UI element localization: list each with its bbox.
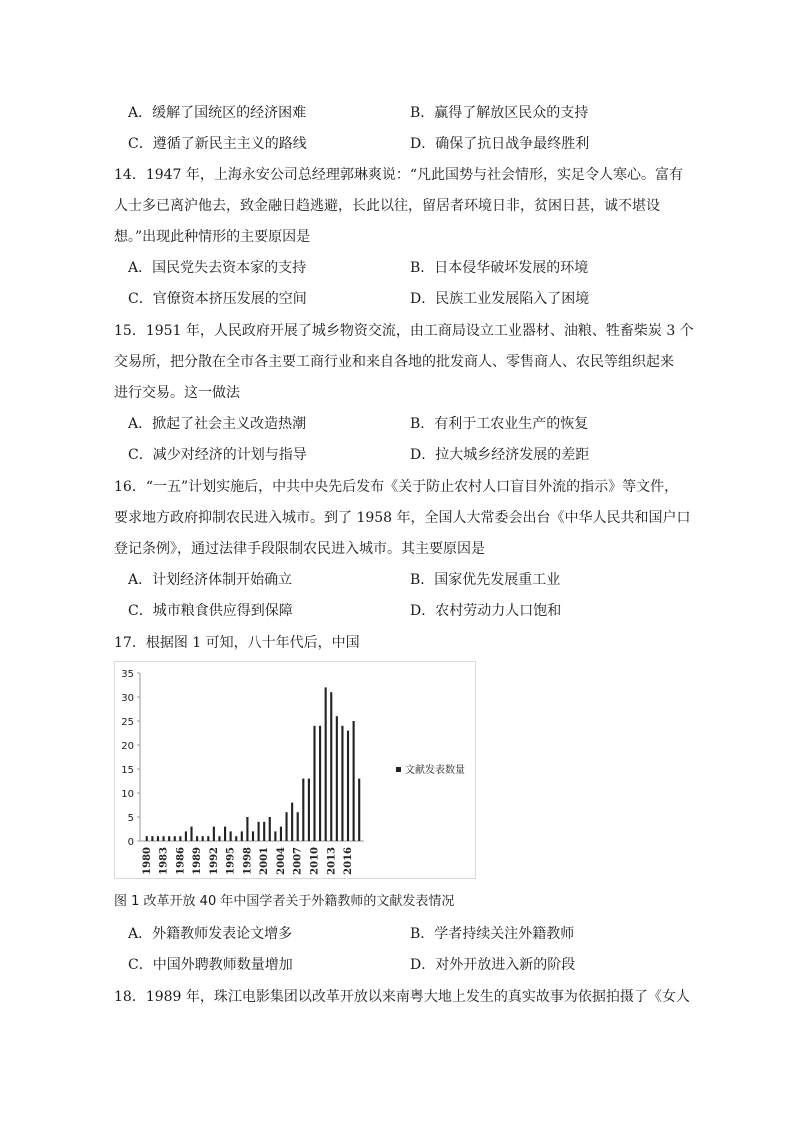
x-tick-label: 2013 [326, 847, 338, 875]
q13-option-a: A．缓解了国统区的经济困难 [128, 105, 307, 121]
y-tick-label: 20 [121, 741, 134, 752]
y-tick-label: 35 [121, 669, 134, 680]
q14-stem-line-3: 想。”出现此种情形的主要原因是 [114, 229, 311, 245]
x-tick-label: 2004 [275, 847, 287, 875]
q13-option-d: D．确保了抗日战争最终胜利 [410, 136, 590, 152]
bar [330, 692, 332, 841]
bar [246, 817, 248, 841]
bar [230, 831, 232, 841]
q17-option-d: D．对外开放进入新的阶段 [410, 957, 576, 973]
bar-chart-svg [114, 661, 476, 879]
x-tick-label: 1986 [175, 847, 187, 875]
y-tick-label: 30 [121, 693, 134, 704]
bar [358, 779, 360, 841]
q16-stem-line-3: 登记条例》，通过法律手段限制农民进入城市。其主要原因是 [114, 541, 485, 557]
bar [313, 726, 315, 841]
q15-stem-line-1: 15．1951 年，人民政府开展了城乡物资交流，由工商局设立工业器材、油粮、牲畜柴炭 3 个 [114, 323, 694, 339]
y-tick-label: 10 [121, 789, 134, 800]
q16-option-d: D．农村劳动力人口饱和 [410, 603, 562, 619]
x-tick-label: 1989 [192, 847, 204, 875]
bar [202, 836, 204, 841]
bar [341, 726, 343, 841]
bar [174, 836, 176, 841]
x-tick-label: 1992 [208, 847, 220, 875]
bar [190, 827, 192, 841]
y-tick-label: 5 [127, 813, 134, 824]
q16-option-b: B．国家优先发展重工业 [410, 572, 561, 588]
q14-option-d: D．民族工业发展陷入了困境 [410, 291, 590, 307]
bar [302, 779, 304, 841]
q16-stem-line-1: 16．“一五”计划实施后，中共中央先后发布《关于防止农村人口盲目外流的指示》等文件， [114, 479, 679, 495]
q16-option-c: C．城市粮食供应得到保障 [128, 603, 293, 619]
bar [319, 726, 321, 841]
y-tick-label: 25 [121, 717, 134, 728]
q13-option-b: B．赢得了解放区民众的支持 [410, 105, 589, 121]
bar [258, 822, 260, 841]
q17-option-b: B．学者持续关注外籍教师 [410, 926, 575, 942]
q15-option-c: C．减少对经济的计划与指导 [128, 447, 307, 463]
bar [297, 812, 299, 841]
q15-option-b: B．有利于工农业生产的恢复 [410, 416, 589, 432]
bar [213, 827, 215, 841]
bar [291, 803, 293, 841]
q17-stem: 17．根据图 1 可知，八十年代后，中国 [114, 635, 360, 651]
bar [151, 836, 153, 841]
bar [224, 827, 226, 841]
q13-option-c: C．遵循了新民主主义的路线 [128, 136, 307, 152]
q17-option-a: A．外籍教师发表论文增多 [128, 926, 293, 942]
bar [252, 831, 254, 841]
bar [280, 827, 282, 841]
figure-1-caption: 图 1 改革开放 40 年中国学者关于外籍教师的文献发表情况 [114, 894, 455, 909]
bar [157, 836, 159, 841]
bar [347, 731, 349, 841]
q16-stem-line-2: 要求地方政府抑制农民进入城市。到了 1958 年，全国人大常委会出台《中华人民共和国户口 [114, 510, 691, 526]
q17-option-c: C．中国外聘教师数量增加 [128, 957, 293, 973]
q14-option-a: A．国民党失去资本家的支持 [128, 260, 307, 276]
bar [235, 836, 237, 841]
x-tick-label: 2010 [309, 847, 321, 875]
legend-label: 文献发表数量 [405, 765, 465, 776]
x-tick-label: 1983 [158, 847, 170, 875]
bar [168, 836, 170, 841]
bar [336, 716, 338, 841]
q14-option-c: C．官僚资本挤压发展的空间 [128, 291, 307, 307]
q14-stem-line-1: 14．1947 年，上海永安公司总经理郭琳爽说：“凡此国势与社会情形，实足令人寒心。富有 [114, 167, 684, 183]
bar [263, 822, 265, 841]
bar [163, 836, 165, 841]
y-tick-label: 15 [121, 765, 134, 776]
bar [308, 779, 310, 841]
y-tick-label: 0 [127, 837, 134, 848]
bar [185, 831, 187, 841]
x-tick-label: 1980 [141, 847, 153, 875]
figure-1-chart [114, 661, 476, 879]
x-tick-label: 1995 [225, 847, 237, 875]
bar [269, 817, 271, 841]
q18-stem: 18．1989 年，珠江电影集团以改革开放以来南粤大地上发生的真实故事为依据拍摄了《女人 [114, 989, 690, 1005]
q15-stem-line-3: 进行交易。这一做法 [114, 385, 240, 401]
bar [196, 836, 198, 841]
q14-stem-line-2: 人士多已离沪他去，致金融日趋逃避，长此以往，留居者环境日非，贫困日甚，诚不堪设 [114, 198, 660, 214]
q14-option-b: B．日本侵华破坏发展的环境 [410, 260, 589, 276]
bar [353, 721, 355, 841]
bar [241, 831, 243, 841]
bar [325, 687, 327, 841]
x-tick-label: 2016 [343, 847, 355, 875]
x-tick-label: 1998 [242, 847, 254, 875]
bar [146, 836, 148, 841]
q15-option-a: A．掀起了社会主义改造热潮 [128, 416, 307, 432]
q15-stem-line-2: 交易所，把分散在全市各主要工商行业和来自各地的批发商人、零售商人、农民等组织起来 [114, 354, 674, 370]
q16-option-a: A．计划经济体制开始确立 [128, 572, 293, 588]
x-tick-label: 2007 [292, 847, 304, 875]
legend-swatch [396, 767, 401, 772]
bar [207, 836, 209, 841]
bar [274, 831, 276, 841]
bar [179, 836, 181, 841]
x-tick-label: 2001 [259, 847, 271, 875]
bar [285, 812, 287, 841]
q15-option-d: D．拉大城乡经济发展的差距 [410, 447, 590, 463]
bar [218, 836, 220, 841]
